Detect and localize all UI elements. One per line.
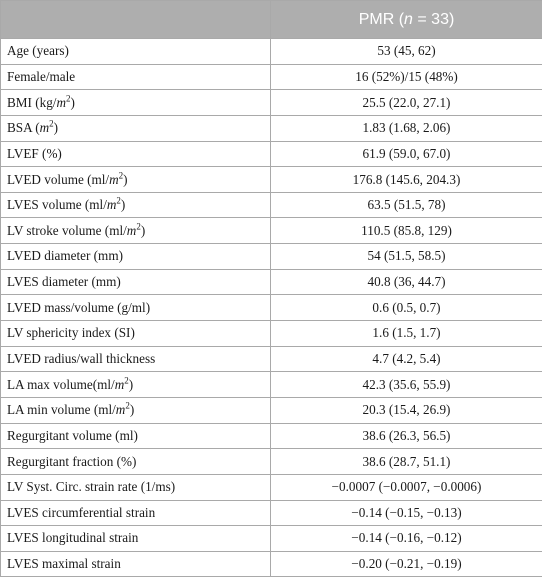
row-label bbox=[1, 141, 271, 167]
row-label bbox=[1, 218, 271, 244]
row-label-unit: m bbox=[116, 402, 126, 417]
row-value: 25.5 (22.0, 27.1) bbox=[271, 90, 542, 116]
row-label-text: LVES longitudinal strain bbox=[7, 530, 138, 545]
row-value: 63.5 (51.5, 78) bbox=[271, 192, 542, 218]
table-row bbox=[1, 295, 542, 321]
row-value: 1.6 (1.5, 1.7) bbox=[271, 321, 542, 347]
table-row bbox=[1, 192, 542, 218]
row-label-unit: m bbox=[107, 197, 117, 212]
row-value: 4.7 (4.2, 5.4) bbox=[271, 346, 542, 372]
row-value: 54 (51.5, 58.5) bbox=[271, 244, 542, 270]
table-row bbox=[1, 39, 542, 65]
row-label-unit: m bbox=[109, 172, 119, 187]
row-label-text: LA min volume (ml/ bbox=[7, 402, 116, 417]
row-label-superscript: 2 bbox=[136, 221, 141, 231]
table-row bbox=[1, 218, 542, 244]
n-open: ( bbox=[399, 11, 404, 28]
row-value: −0.14 (−0.15, −0.13) bbox=[271, 500, 542, 526]
row-label-superscript: 2 bbox=[125, 401, 130, 411]
table-row bbox=[1, 64, 542, 90]
table-row bbox=[1, 321, 542, 347]
row-label bbox=[1, 474, 271, 500]
row-label-unit: m bbox=[40, 120, 50, 135]
row-label-superscript: 2 bbox=[116, 196, 121, 206]
n-count: = 33) bbox=[413, 11, 454, 28]
row-label bbox=[1, 397, 271, 423]
row-label-close: ) bbox=[129, 377, 133, 392]
row-label bbox=[1, 244, 271, 270]
table-row bbox=[1, 500, 542, 526]
table-row bbox=[1, 551, 542, 577]
row-value: 38.6 (26.3, 56.5) bbox=[271, 423, 542, 449]
row-value: 110.5 (85.8, 129) bbox=[271, 218, 542, 244]
header-blank-cell bbox=[1, 1, 271, 39]
row-label-text: Regurgitant fraction (%) bbox=[7, 454, 136, 469]
row-label-text: LVES diameter (mm) bbox=[7, 274, 121, 289]
row-label bbox=[1, 321, 271, 347]
table-row bbox=[1, 397, 542, 423]
row-label-close: ) bbox=[121, 197, 125, 212]
row-value: 0.6 (0.5, 0.7) bbox=[271, 295, 542, 321]
table-header bbox=[1, 1, 542, 39]
header-group-cell bbox=[271, 1, 542, 39]
n-symbol: n bbox=[404, 11, 413, 28]
row-label-unit: m bbox=[127, 223, 137, 238]
row-label bbox=[1, 39, 271, 65]
row-label-text: LVES maximal strain bbox=[7, 556, 121, 571]
row-label-text: LVED radius/wall thickness bbox=[7, 351, 155, 366]
row-label-text: LVED volume (ml/ bbox=[7, 172, 109, 187]
table-row bbox=[1, 423, 542, 449]
row-label-superscript: 2 bbox=[66, 93, 71, 103]
row-value: 40.8 (36, 44.7) bbox=[271, 269, 542, 295]
row-value: 16 (52%)/15 (48%) bbox=[271, 64, 542, 90]
row-label bbox=[1, 167, 271, 193]
table-row bbox=[1, 449, 542, 475]
group-name: PMR bbox=[359, 11, 395, 28]
header-row bbox=[1, 1, 542, 39]
table-row bbox=[1, 269, 542, 295]
row-value: 61.9 (59.0, 67.0) bbox=[271, 141, 542, 167]
table-row bbox=[1, 167, 542, 193]
row-value: −0.14 (−0.16, −0.12) bbox=[271, 526, 542, 552]
table-row bbox=[1, 372, 542, 398]
table-row bbox=[1, 474, 542, 500]
row-label bbox=[1, 64, 271, 90]
table-row bbox=[1, 115, 542, 141]
row-value: 38.6 (28.7, 51.1) bbox=[271, 449, 542, 475]
row-label bbox=[1, 526, 271, 552]
row-label-text: LVEF (%) bbox=[7, 146, 62, 161]
row-value: 42.3 (35.6, 55.9) bbox=[271, 372, 542, 398]
row-label bbox=[1, 423, 271, 449]
row-label-close: ) bbox=[54, 120, 58, 135]
row-value: −0.20 (−0.21, −0.19) bbox=[271, 551, 542, 577]
row-value: 53 (45, 62) bbox=[271, 39, 542, 65]
row-label bbox=[1, 295, 271, 321]
row-label-text: LV stroke volume (ml/ bbox=[7, 223, 127, 238]
row-label bbox=[1, 346, 271, 372]
row-label bbox=[1, 449, 271, 475]
table-row bbox=[1, 141, 542, 167]
row-label-superscript: 2 bbox=[119, 170, 124, 180]
row-label-close: ) bbox=[141, 223, 145, 238]
row-label bbox=[1, 372, 271, 398]
row-label-text: LVES circumferential strain bbox=[7, 505, 155, 520]
row-label-unit: m bbox=[115, 377, 125, 392]
row-label-unit: m bbox=[56, 95, 66, 110]
row-value: 1.83 (1.68, 2.06) bbox=[271, 115, 542, 141]
table-row bbox=[1, 526, 542, 552]
row-label bbox=[1, 192, 271, 218]
table-body bbox=[1, 39, 542, 577]
row-label-close: ) bbox=[70, 95, 74, 110]
row-value: −0.0007 (−0.0007, −0.0006) bbox=[271, 474, 542, 500]
row-label-text: LVED diameter (mm) bbox=[7, 248, 123, 263]
row-label-text: LV sphericity index (SI) bbox=[7, 325, 135, 340]
row-label bbox=[1, 90, 271, 116]
row-value: 20.3 (15.4, 26.9) bbox=[271, 397, 542, 423]
row-label-text: BMI (kg/ bbox=[7, 95, 56, 110]
row-label-text: Age (years) bbox=[7, 43, 69, 58]
row-label bbox=[1, 500, 271, 526]
row-label-superscript: 2 bbox=[49, 119, 54, 129]
row-label-text: Female/male bbox=[7, 69, 75, 84]
row-label bbox=[1, 269, 271, 295]
row-label-text: LV Syst. Circ. strain rate (1/ms) bbox=[7, 479, 175, 494]
row-label bbox=[1, 551, 271, 577]
row-label-text: BSA ( bbox=[7, 120, 40, 135]
row-label-text: LA max volume(ml/ bbox=[7, 377, 115, 392]
row-label-text: LVED mass/volume (g/ml) bbox=[7, 300, 150, 315]
row-label-close: ) bbox=[123, 172, 127, 187]
row-label-text: LVES volume (ml/ bbox=[7, 197, 107, 212]
row-label-superscript: 2 bbox=[124, 375, 129, 385]
table-row bbox=[1, 90, 542, 116]
table-row bbox=[1, 346, 542, 372]
row-label bbox=[1, 115, 271, 141]
row-value: 176.8 (145.6, 204.3) bbox=[271, 167, 542, 193]
table-row bbox=[1, 244, 542, 270]
row-label-close: ) bbox=[130, 402, 134, 417]
row-label-text: Regurgitant volume (ml) bbox=[7, 428, 138, 443]
